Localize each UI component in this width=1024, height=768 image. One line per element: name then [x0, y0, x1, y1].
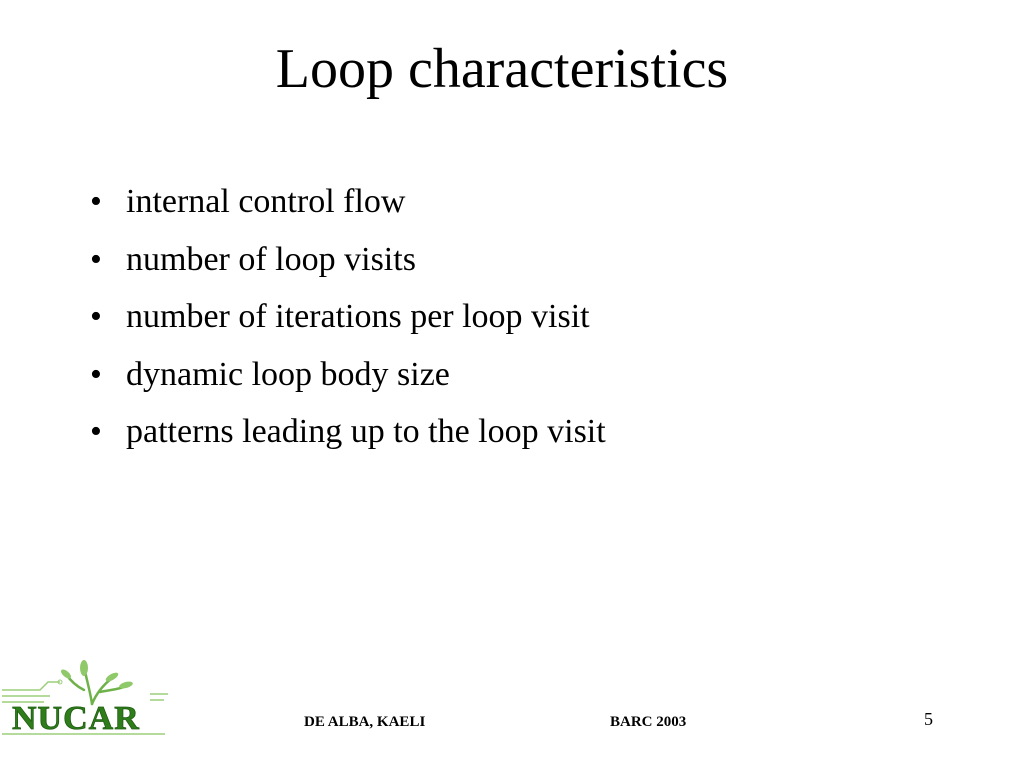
bullet-text: internal control flow	[126, 183, 406, 220]
bullet-icon: •	[90, 413, 102, 450]
footer-authors: DE ALBA, KAELI	[304, 714, 426, 730]
slide-title: Loop characteristics	[275, 38, 729, 100]
bullet-icon: •	[90, 298, 102, 335]
bullet-icon: •	[90, 355, 102, 393]
bullet-icon: •	[90, 240, 102, 278]
list-item	[86, 172, 606, 230]
footer-conference: BARC 2003	[610, 714, 687, 730]
bullet-text: number of loop visits	[126, 240, 416, 278]
list-item	[86, 287, 606, 345]
bullet-list	[86, 172, 606, 460]
bullet-icon: •	[90, 183, 102, 220]
logo-wordmark: NUCAR	[12, 700, 140, 737]
list-item	[86, 402, 606, 460]
bullet-text: number of iterations per loop visit	[126, 298, 590, 335]
bullet-text: dynamic loop body size	[126, 355, 450, 393]
list-item	[86, 230, 606, 288]
list-item	[86, 345, 606, 403]
page-number: 5	[924, 709, 933, 729]
nucar-logo	[0, 660, 170, 740]
bullet-text: patterns leading up to the loop visit	[126, 413, 606, 450]
